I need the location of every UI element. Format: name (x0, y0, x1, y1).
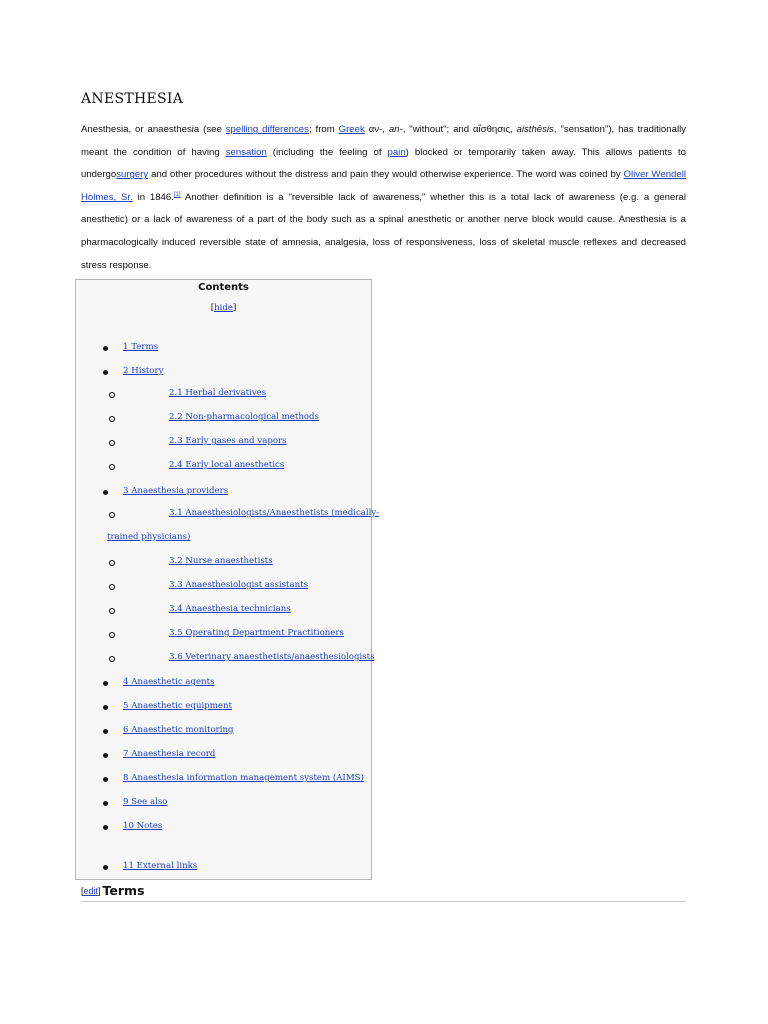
toc-item-anaesthesiologists-continued[interactable]: trained physicians) (107, 532, 191, 542)
bullet-icon (103, 370, 108, 375)
pain-link[interactable]: pain (387, 146, 406, 158)
bullet-icon (103, 777, 108, 782)
bullet-icon (103, 753, 108, 758)
intro-text: αν-, (364, 124, 389, 135)
intro-text: (including the feeling of (266, 146, 388, 158)
toc-item-history[interactable]: 2 History (123, 366, 164, 376)
circle-bullet-icon (109, 632, 115, 638)
bullet-icon (103, 801, 108, 806)
bullet-icon (103, 825, 108, 830)
circle-bullet-icon (109, 392, 115, 398)
circle-bullet-icon (109, 584, 115, 590)
intro-text: , "sensation"), has traditionally meant the condition of having (81, 124, 687, 158)
toc-item-anaesthesiologists[interactable]: 3.1 Anaesthesiologists/Anaesthetists (medically- (169, 508, 380, 518)
intro-text: in 1846. (132, 191, 174, 203)
toc-item-veterinary-anaesthetists[interactable]: 3.6 Veterinary anaesthetists/anaesthesiologists (169, 652, 375, 662)
bullet-icon (103, 865, 108, 870)
table-of-contents (75, 279, 380, 880)
oliver-wendell-holmes-link[interactable]: Oliver Wendell Holmes, Sr. (81, 169, 686, 203)
intro-text: , "without"; and αἴσθησις, (402, 124, 517, 135)
toc-item-nurse-anaesthetists[interactable]: 3.2 Nurse anaesthetists (169, 556, 273, 566)
bracket: ] (232, 303, 237, 313)
toc-item-operating-department-practitioners[interactable]: 3.5 Operating Department Practitioners (169, 628, 344, 638)
toc-item-terms[interactable]: 1 Terms (123, 342, 159, 352)
bullet-icon (103, 346, 108, 351)
intro-text: ) blocked or temporarily taken away. This allows patients to undergo (81, 146, 686, 181)
surgery-link[interactable]: surgery (116, 169, 149, 181)
toc-title: Contents (198, 282, 249, 293)
sensation-link[interactable]: sensation (225, 146, 267, 158)
toc-item-early-gases[interactable]: 2.3 Early gases and vapors (169, 436, 287, 446)
toc-item-notes[interactable]: 10 Notes (123, 821, 163, 831)
toc-item-anaesthesia-record[interactable]: 7 Anaesthesia record (123, 749, 216, 759)
intro-text: Anesthesia, or anaesthesia (see (81, 124, 226, 135)
circle-bullet-icon (109, 440, 115, 446)
circle-bullet-icon (109, 416, 115, 422)
bracket: ] (98, 885, 101, 896)
toc-hide-toggle (76, 303, 371, 313)
bracket: [ (81, 885, 84, 896)
intro-paragraph (81, 119, 686, 277)
circle-bullet-icon (109, 656, 115, 662)
toc-item-aims[interactable]: 8 Anaesthesia information management system (AIMS) (123, 773, 364, 783)
section-title: Terms (102, 883, 145, 898)
reference-link[interactable]: [1] (173, 191, 181, 198)
section-heading-terms (81, 882, 145, 900)
toc-item-see-also[interactable]: 9 See also (123, 797, 168, 807)
intro-text: ; from (308, 124, 339, 135)
toc-item-non-pharmacological-methods[interactable]: 2.2 Non-pharmacological methods (169, 412, 319, 422)
toc-item-anaesthesia-providers[interactable]: 3 Anaesthesia providers (123, 486, 229, 496)
circle-bullet-icon (109, 512, 115, 518)
intro-text-italic: an- (388, 124, 403, 135)
circle-bullet-icon (109, 560, 115, 566)
toc-item-anaesthetic-agents[interactable]: 4 Anaesthetic agents (123, 677, 215, 687)
toc-item-external-links[interactable]: 11 External links (123, 861, 198, 871)
bullet-icon (103, 705, 108, 710)
edit-section (81, 886, 101, 896)
bullet-icon (103, 490, 108, 495)
toc-item-anaesthetic-monitoring[interactable]: 6 Anaesthetic monitoring (123, 725, 234, 735)
bracket: [ (210, 303, 215, 313)
intro-text-italic: aisthēsis (516, 124, 554, 135)
intro-text: Another definition is a "reversible lack of awareness," whether this is a total lack of awareness (e.g. a general anesthetic) or a lack of awareness of a part of the body such as a spinal anesthetic or another nerve block would cause. Anesthesia is a pharmacologically induced reversible state of amnesia, analgesia, loss of responsiveness, loss of skeletal muscle reflexes and decreased stress response. (81, 191, 686, 271)
circle-bullet-icon (109, 608, 115, 614)
toc-hide-link[interactable]: hide (214, 303, 233, 313)
toc-item-anaesthetic-equipment[interactable]: 5 Anaesthetic equipment (123, 701, 232, 711)
circle-bullet-icon (109, 464, 115, 470)
toc-item-herbal-derivatives[interactable]: 2.1 Herbal derivatives (169, 388, 267, 398)
greek-link[interactable]: Greek (338, 124, 365, 135)
section-divider (81, 901, 686, 902)
bullet-icon (103, 729, 108, 734)
edit-link[interactable]: edit (83, 885, 99, 896)
toc-item-anaesthesiologist-assistants[interactable]: 3.3 Anaesthesiologist assistants (169, 580, 309, 590)
intro-text: and other procedures without the distress and pain they would otherwise experience. The word was coined by (148, 169, 624, 181)
article-title: ANESTHESIA (81, 91, 184, 107)
bullet-icon (103, 681, 108, 686)
spelling-differences-link[interactable]: spelling differences (225, 124, 309, 135)
toc-item-early-local-anesthetics[interactable]: 2.4 Early local anesthetics (169, 460, 285, 470)
toc-item-anaesthesia-technicians[interactable]: 3.4 Anaesthesia technicians (169, 604, 291, 614)
